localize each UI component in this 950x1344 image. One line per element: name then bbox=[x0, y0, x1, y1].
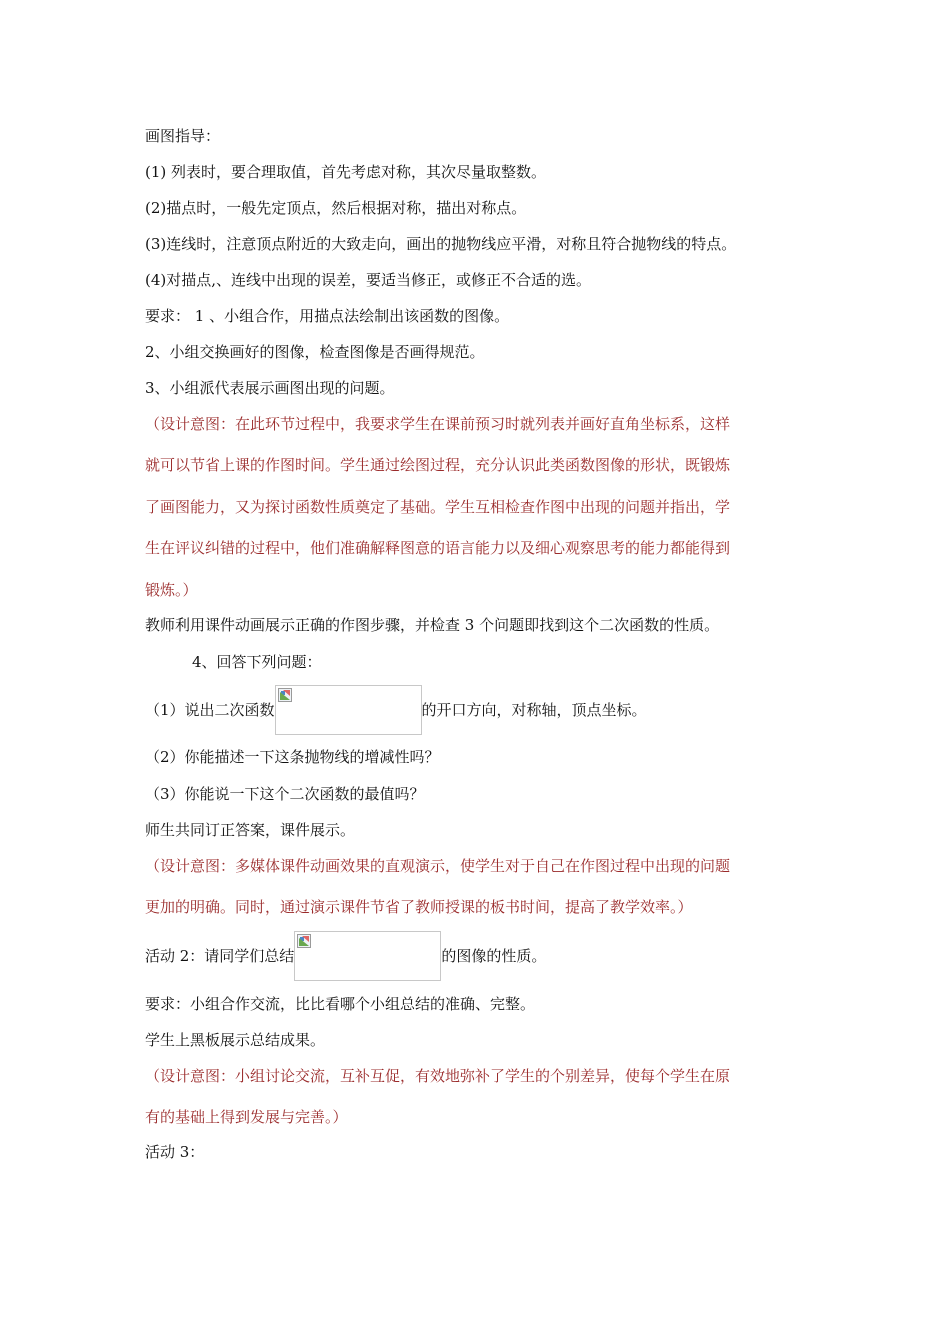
requirement-line: 要求：小组合作交流，比比看哪个小组总结的准确、完整。 bbox=[145, 995, 536, 1013]
question-1-text-after: 的开口方向，对称轴，顶点坐标。 bbox=[421, 701, 647, 719]
design-intent-1-line: 生在评议纠错的过程中，他们准确解释图意的语言能力以及细心观察思考的能力都能得到 bbox=[145, 539, 731, 557]
guide-step-1: (1) 列表时，要合理取值，首先考虑对称，其次尽量取整数。 bbox=[145, 163, 547, 181]
questions-heading: 4、回答下列问题： bbox=[192, 653, 322, 671]
formula-image-placeholder bbox=[294, 931, 441, 981]
activity-3: 活动 3： bbox=[145, 1143, 205, 1161]
formula-image-placeholder bbox=[275, 685, 422, 735]
activity-2 bbox=[145, 930, 546, 981]
requirement-2: 2、小组交换画好的图像，检查图像是否画得规范。 bbox=[145, 343, 485, 361]
question-2: （2）你能描述一下这条抛物线的增减性吗？ bbox=[145, 748, 440, 766]
design-intent-1-line: （设计意图：在此环节过程中，我要求学生在课前预习时就列表并画好直角坐标系，这样 bbox=[145, 415, 731, 433]
design-intent-3-line: 有的基础上得到发展与完善。） bbox=[145, 1108, 348, 1126]
design-intent-1-line: 锻炼。） bbox=[145, 581, 198, 599]
guide-step-2: (2)描点时，一般先定顶点，然后根据对称，描出对称点。 bbox=[145, 199, 527, 217]
requirement-3: 3、小组派代表展示画图出现的问题。 bbox=[145, 379, 395, 397]
requirement-1: 要求： 1 、小组合作，用描点法绘制出该函数的图像。 bbox=[145, 307, 510, 325]
design-intent-1-line: 就可以节省上课的作图时间。学生通过绘图过程，充分认识此类函数图像的形状，既锻炼 bbox=[145, 456, 731, 474]
activity-2-text: 活动 2：请同学们总结 bbox=[145, 947, 295, 965]
question-3: （3）你能说一下这个二次函数的最值吗？ bbox=[145, 785, 425, 803]
design-intent-3-line: （设计意图：小组讨论交流，互补互促，有效地弥补了学生的个别差异，使每个学生在原 bbox=[145, 1067, 731, 1085]
broken-image-icon bbox=[278, 688, 292, 702]
answer-line: 师生共同订正答案，课件展示。 bbox=[145, 821, 356, 839]
drawing-guide-heading: 画图指导： bbox=[145, 127, 221, 145]
question-1-text: （1）说出二次函数 bbox=[145, 701, 275, 719]
design-intent-2-line: 更加的明确。同时，通过演示课件节省了教师授课的板书时间，提高了教学效率。） bbox=[145, 898, 693, 916]
design-intent-2-line: （设计意图：多媒体课件动画效果的直观演示，使学生对于自己在作图过程中出现的问题 bbox=[145, 857, 731, 875]
guide-step-4: (4)对描点,、连线中出现的误差，要适当修正，或修正不合适的选。 bbox=[145, 271, 592, 289]
guide-step-3: (3)连线时，注意顶点附近的大致走向，画出的抛物线应平滑，对称且符合抛物线的特点。 bbox=[145, 235, 737, 253]
question-1 bbox=[145, 684, 647, 735]
design-intent-1-line: 了画图能力，又为探讨函数性质奠定了基础。学生互相检查作图中出现的问题并指出，学 bbox=[145, 498, 731, 516]
teacher-demo-line: 教师利用课件动画展示正确的作图步骤，并检查 3 个问题即找到这个二次函数的性质。 bbox=[145, 616, 720, 634]
activity-2-text-after: 的图像的性质。 bbox=[441, 947, 547, 965]
show-results-line: 学生上黑板展示总结成果。 bbox=[145, 1031, 326, 1049]
broken-image-icon bbox=[297, 934, 311, 948]
